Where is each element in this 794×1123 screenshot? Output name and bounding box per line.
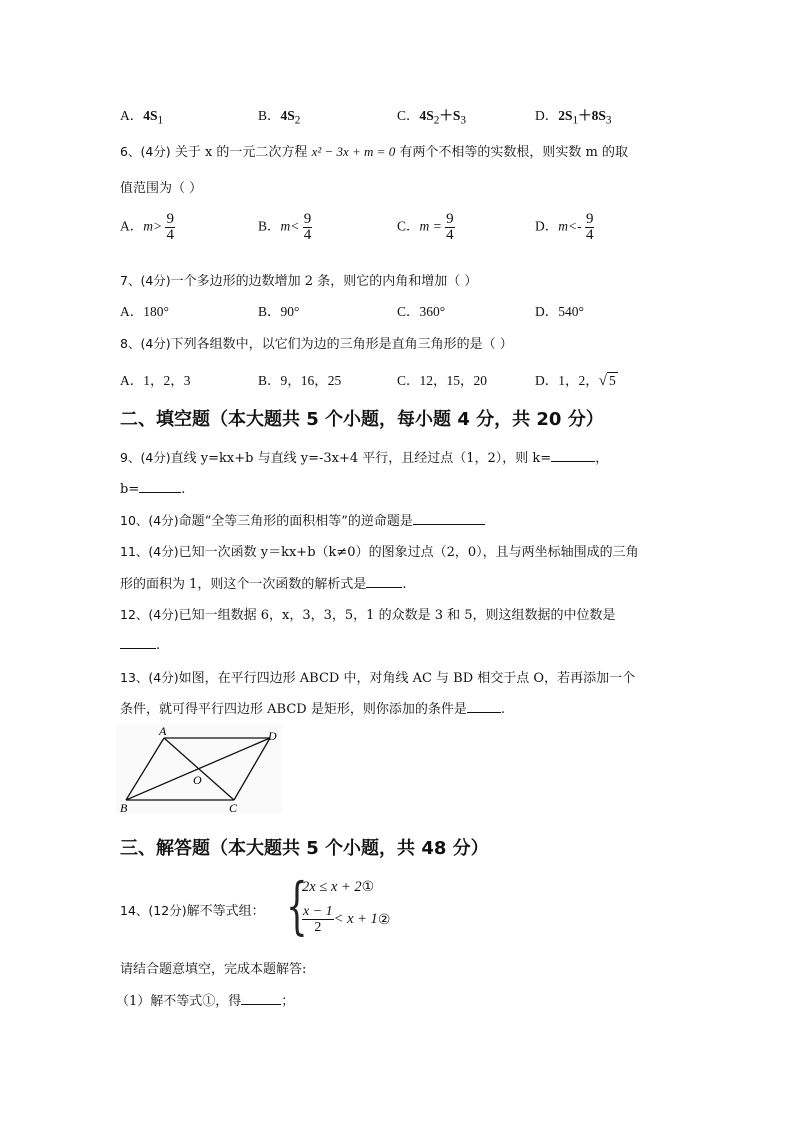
answer-blank	[120, 636, 156, 649]
q5-option-b: B．$4S_2$	[258, 108, 301, 127]
label-a: A	[159, 724, 167, 738]
q8-option-b: B．9，16，25	[258, 373, 342, 388]
q8-option-d: D．1，2，√ 5	[535, 373, 616, 389]
fraction: $\frac{9}{4}$	[303, 211, 312, 243]
label-d: D	[268, 729, 277, 743]
q5-option-d: D．$2S_1+8S_3$	[535, 108, 612, 127]
q5-option-c: C．$4S_2+S_3$	[397, 108, 467, 127]
label-c: C	[229, 801, 238, 815]
inequality-system	[286, 869, 406, 942]
q14-instruction: 请结合题意填空，完成本题解答:	[120, 962, 307, 977]
q6-option-b: B．m< $\frac{9}{4}$	[258, 211, 312, 243]
q7-option-d: D．540°	[535, 304, 584, 319]
equation: x² − 3x + m = 0	[311, 144, 396, 159]
q14-step1: （1）解不等式①，得 ；	[116, 994, 295, 1009]
answer-blank	[139, 480, 181, 493]
q6-option-c: C．m = $\frac{9}{4}$	[397, 211, 454, 243]
label-b: B	[120, 801, 128, 815]
section-title-solve: 三、解答题（本大题共 5 个小题，共 48 分）	[120, 838, 489, 859]
question-14: 14、(12分)解不等式组：	[120, 903, 265, 919]
question-6: 6、(4分) 关于 x 的一元二次方程 x² − 3x + m = 0 有两个不相等的实数根，则实数 m 的取	[120, 144, 628, 160]
q8-option-a: A．1，2，3	[120, 373, 191, 388]
question-13: 13、(4分)如图，在平行四边形 ABCD 中，对角线 AC 与 BD 相交于点 O，若再添加一个	[120, 670, 636, 686]
brace-symbol: {	[286, 869, 308, 942]
q8-option-c: C．12，15，20	[397, 373, 488, 388]
question-6-line2: 值范围为（ ）	[120, 181, 203, 196]
question-12: 12、(4分)已知一组数据 6，x，3，3，5，1 的众数是 3 和 5，则这组数据的中位数是	[120, 607, 616, 623]
fraction: $\frac{9}{4}$	[446, 211, 454, 243]
fraction: $\frac{9}{4}$	[166, 211, 174, 243]
question-10: 10、(4分)命题“全等三角形的面积相等”的逆命题是	[120, 510, 485, 529]
answer-blank	[366, 575, 402, 588]
q5-option-a: A．$4S_1$	[120, 108, 164, 127]
label-o: O	[193, 773, 202, 787]
answer-blank	[241, 992, 281, 1005]
answer-blank	[467, 700, 501, 713]
q7-option-a: A．180°	[120, 304, 169, 319]
question-8: 8、(4分)下列各组数中，以它们为边的三角形是直角三角形的是（ ）	[120, 336, 513, 352]
answer-blank	[551, 449, 595, 462]
question-9-line2: b= .	[120, 482, 186, 497]
answer-blank	[413, 512, 485, 525]
question-7: 7、(4分)一个多边形的边数增加 2 条，则它的内角和增加（ ）	[120, 273, 478, 289]
question-13-line2: 条件，就可得平行四边形 ABCD 是矩形，则你添加的条件是 .	[120, 702, 505, 717]
question-11-line2: 形的面积为 1，则这个一次函数的解析式是 .	[120, 577, 407, 592]
section-title-fill-in: 二、填空题（本大题共 5 个小题，每小题 4 分，共 20 分）	[120, 409, 604, 430]
q7-option-b: B．90°	[258, 304, 300, 319]
question-number: 6、(4分)	[120, 144, 171, 159]
sqrt-symbol: √	[598, 373, 607, 389]
q6-option-d: D．m<- $\frac{9}{4}$	[535, 211, 594, 243]
inequality-1: 2x ≤ x + 2①	[302, 879, 375, 895]
question-11: 11、(4分)已知一次函数 y＝kx+b（k≠0）的图象过点（2，0），且与两坐标轴围成的三角	[120, 544, 639, 560]
q6-option-a: A．m> $\frac{9}{4}$	[120, 211, 174, 243]
fraction: $\frac{9}{4}$	[585, 211, 594, 243]
q7-option-c: C．360°	[397, 304, 446, 319]
parallelogram-figure	[116, 724, 286, 816]
question-9: 9、(4分)直线 y=kx+b 与直线 y=-3x+4 平行，且经过点（1，2），则 k= ，	[120, 450, 609, 466]
inequality-2: $\frac{x - 1}{2}$ < x + 1 ②	[303, 904, 391, 935]
question-12-line2: .	[120, 636, 160, 653]
